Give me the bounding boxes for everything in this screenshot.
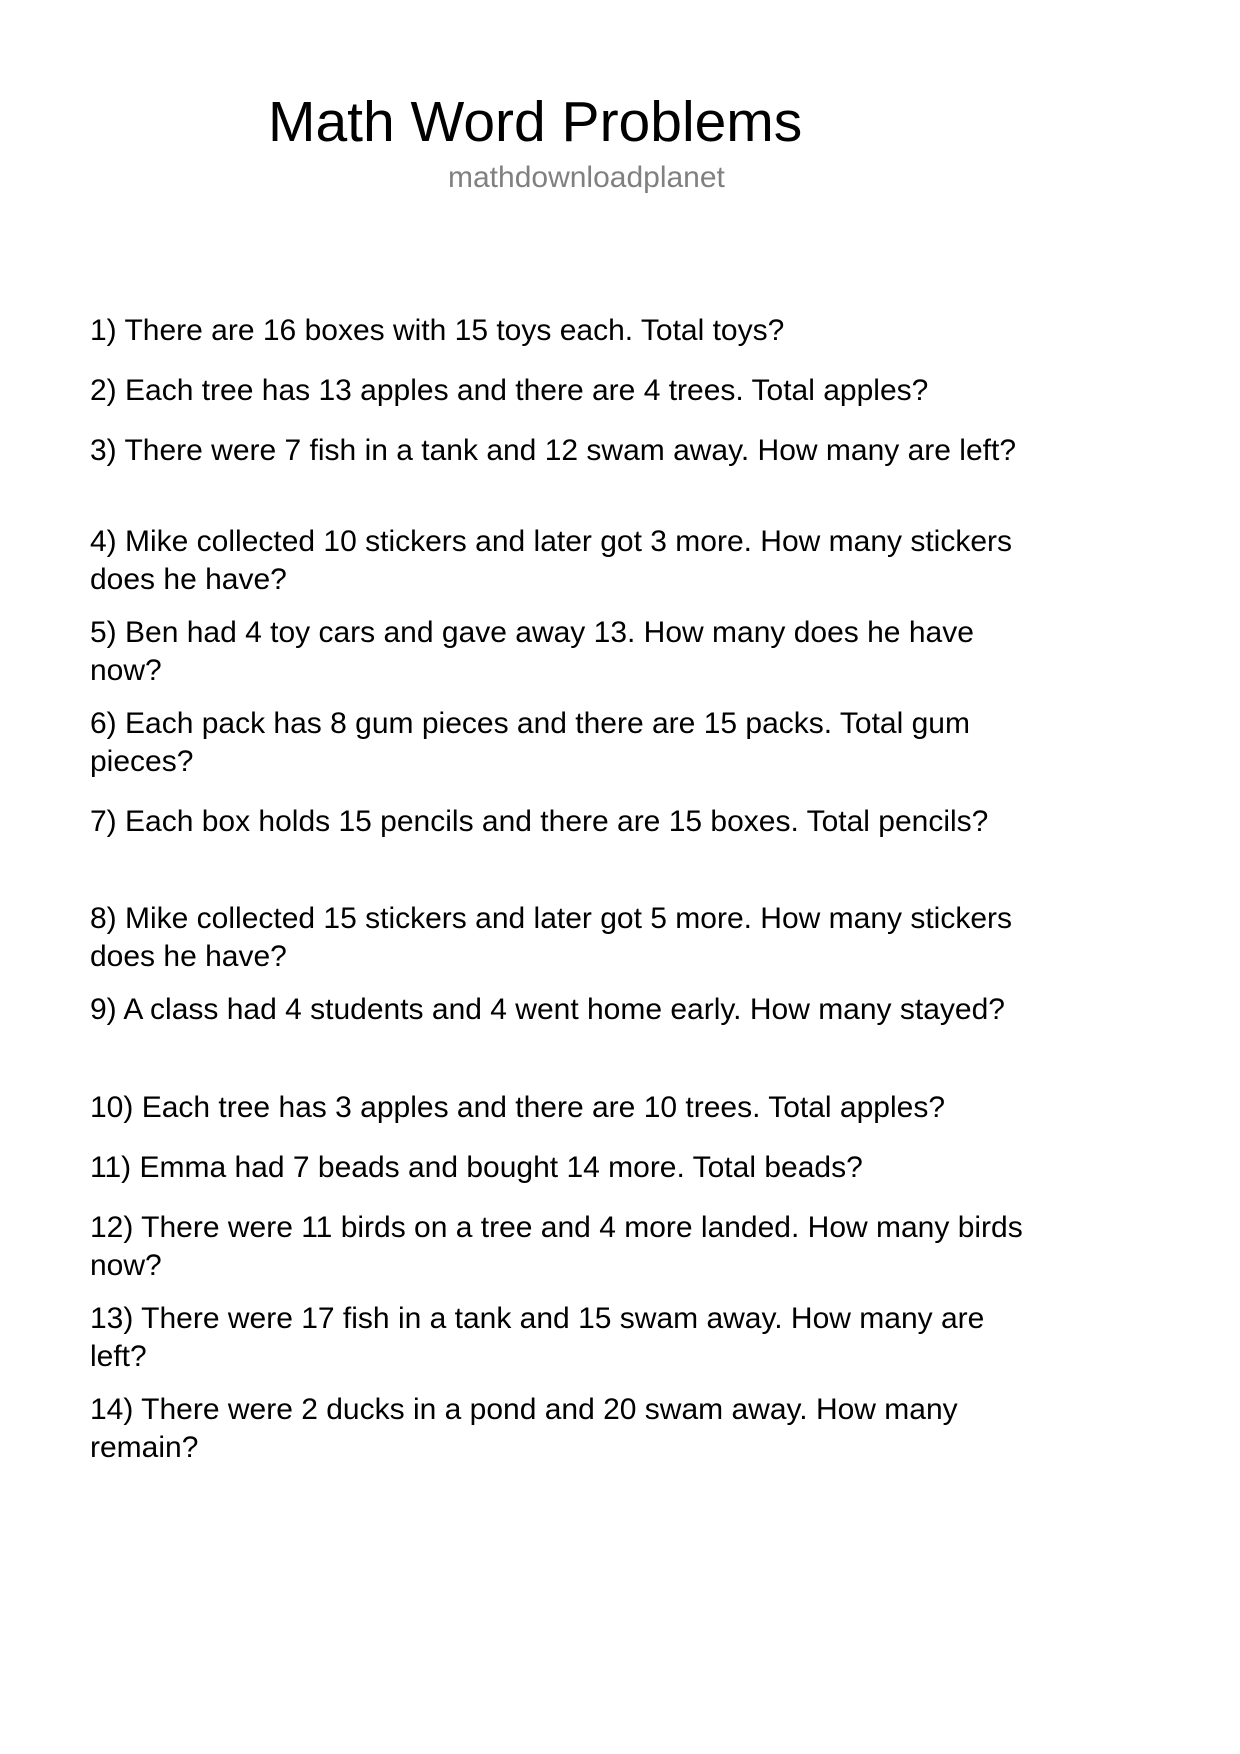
- problem-item: 5) Ben had 4 toy cars and gave away 13. How many does he have now?: [90, 616, 974, 687]
- problem-item: 13) There were 17 fish in a tank and 15 swam away. How many are left?: [90, 1302, 985, 1373]
- problem-item: 6) Each pack has 8 gum pieces and there are 15 packs. Total gum pieces?: [90, 707, 970, 778]
- problem-item: 9) A class had 4 students and 4 went home early. How many stayed?: [90, 993, 1005, 1026]
- problem-item: 4) Mike collected 10 stickers and later got 3 more. How many stickers does he have?: [90, 525, 1013, 596]
- page-subtitle: mathdownloadplanet: [448, 161, 725, 194]
- problem-item: 1) There are 16 boxes with 15 toys each. Total toys?: [90, 314, 785, 347]
- problem-item: 3) There were 7 fish in a tank and 12 swam away. How many are left?: [90, 434, 1017, 467]
- problem-item: 12) There were 11 birds on a tree and 4 more landed. How many birds now?: [90, 1211, 1023, 1282]
- problem-item: 11) Emma had 7 beads and bought 14 more. Total beads?: [90, 1151, 863, 1184]
- problem-item: 2) Each tree has 13 apples and there are 4 trees. Total apples?: [90, 374, 929, 407]
- page-title: Math Word Problems: [268, 90, 803, 154]
- problem-item: 7) Each box holds 15 pencils and there are 15 boxes. Total pencils?: [90, 805, 989, 838]
- problem-item: 14) There were 2 ducks in a pond and 20 swam away. How many remain?: [90, 1393, 958, 1464]
- problem-item: 10) Each tree has 3 apples and there are 10 trees. Total apples?: [90, 1091, 946, 1124]
- problem-item: 8) Mike collected 15 stickers and later got 5 more. How many stickers does he have?: [90, 902, 1013, 973]
